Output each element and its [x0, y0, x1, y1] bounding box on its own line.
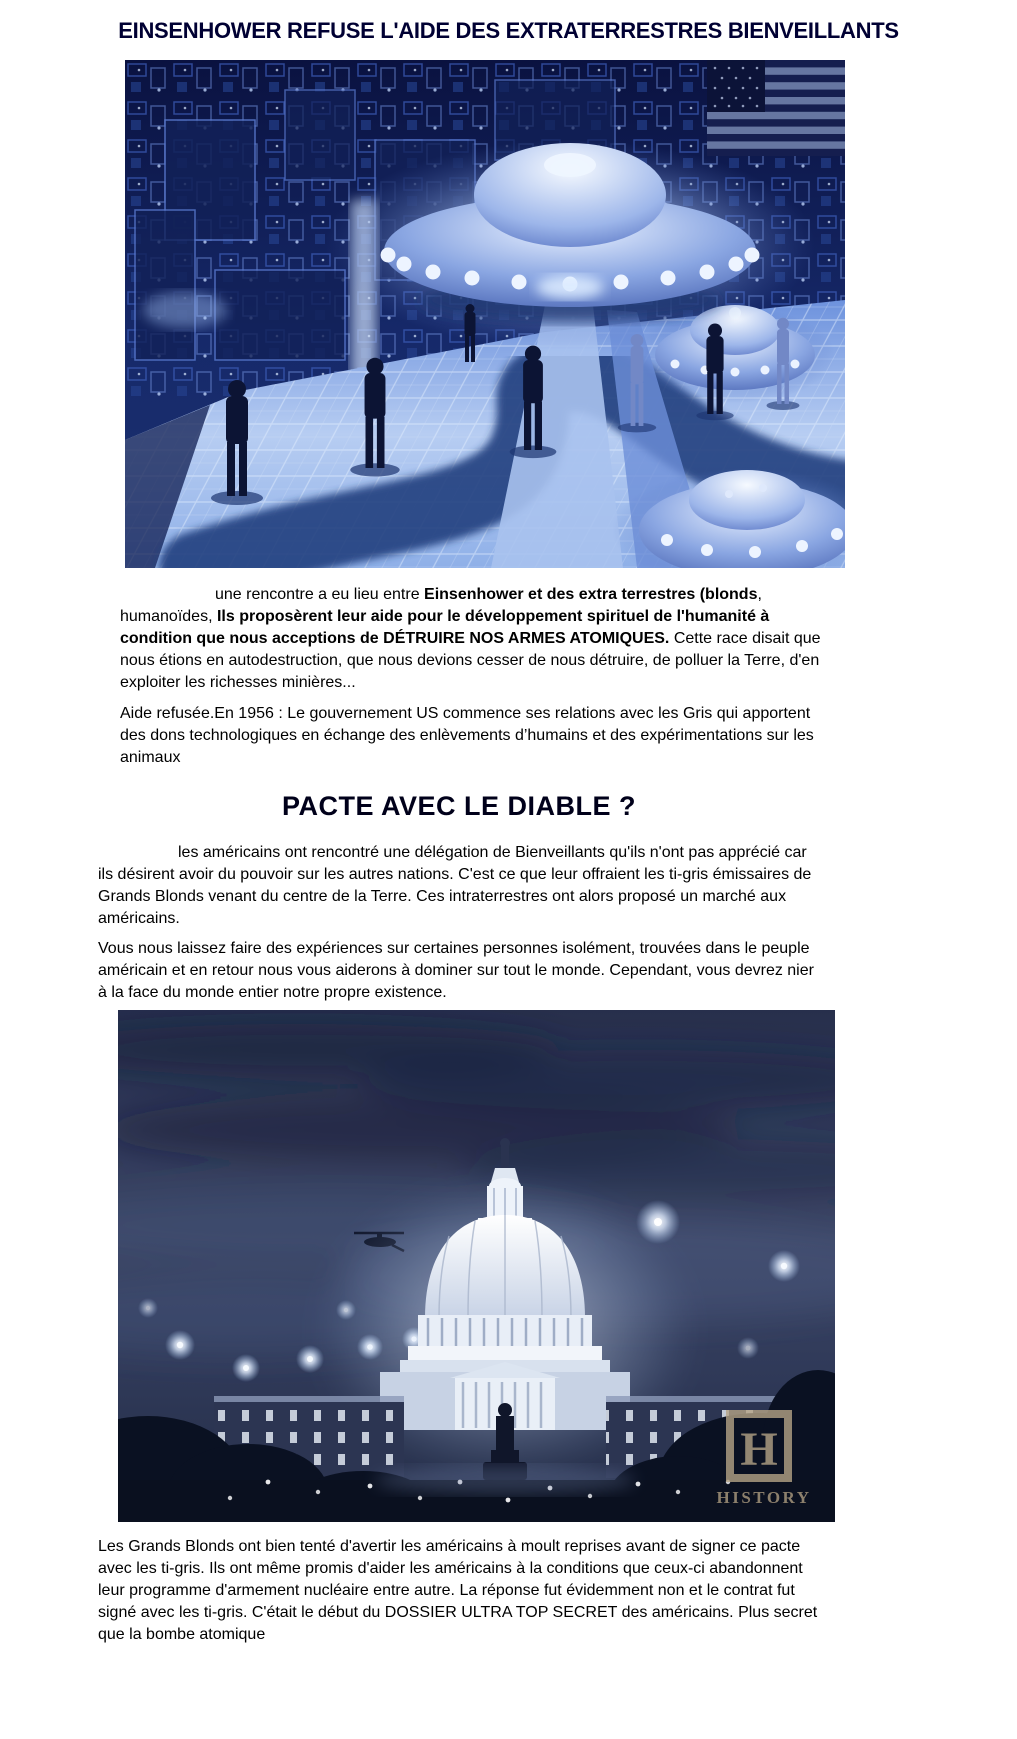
- pacte-section: [98, 791, 820, 1004]
- us-flag: [707, 60, 845, 156]
- wall-light-patch: [143, 292, 227, 328]
- large-saucer: [325, 140, 815, 350]
- history-logo-text: HISTORY: [716, 1488, 812, 1507]
- conclusion-section: [98, 1536, 820, 1646]
- p1-seg5: Cette race disait que nous étions en autodestruction, que nous devions cesser de nous détruire, de polluer la Terre, d'en exploiter les richesses minières...: [120, 630, 821, 691]
- paragraph-marche: Vous nous laissez faire des expériences sur certaines personnes isolément, trouvées dans le peuple américain et en retour nous vous aiderons à dominer sur tout le monde. Cependant, vous devrez nier à la face du monde entier notre propre existence.: [98, 940, 814, 1001]
- p1-seg4: Ils proposèrent leur aide pour le développement spirituel de l'humanité à condition que nous acceptions de DÉTRUIRE NOS ARMES ATOMIQUES.: [120, 608, 770, 647]
- p1-seg2: Einsenhower et des extra terrestres (blonds: [424, 586, 758, 603]
- facade-reflection: [375, 1466, 635, 1494]
- paragraph-delegation: les américains ont rencontré une délégation de Bienveillants qu'ils n'ont pas apprécié car ils désirent avoir du pouvoir sur les autres nations. C'est ce que leur offraient les ti-gris émissaires de Grands Blonds venant du centre de la Terre. Ces intraterrestres ont alors proposé un marché aux américains.: [98, 844, 812, 927]
- section-heading: PACTE AVEC LE DIABLE ?: [281, 791, 636, 821]
- p1-seg3: , humanoïdes,: [120, 586, 762, 625]
- p1-seg1: une rencontre a eu lieu entre: [215, 586, 425, 603]
- ufo-hangar-photo: [125, 60, 845, 568]
- paragraph-encounter: [120, 584, 832, 694]
- page-title: EINSENHOWER REFUSE L'AIDE DES EXTRATERRESTRES BIENVEILLANTS: [118, 18, 899, 43]
- capitol-ufos-photo: [118, 1010, 835, 1522]
- paragraph-dossier: Les Grands Blonds ont bien tenté d'avertir les américains à moult reprises avant de signer ce pacte avec les ti-gris. Ils ont même promis d'aider les américains à la conditions que ceux-ci abandonnent leur programme d'armement nucléaire entre autre. La réponse fut évidemment non et le contrat fut signé avec les ti-gris. C'était le début du DOSSIER ULTRA TOP SECRET des américains. Plus secret que la bombe atomique: [98, 1538, 818, 1643]
- article-page: [0, 18, 1017, 1739]
- paragraph-aide-refusee: Aide refusée.En 1956 : Le gouvernement US commence ses relations avec les Gris qui apportent des dons technologiques en échange des enlèvements d’humains et des expérimentations sur les animaux: [120, 705, 814, 766]
- intro-section: [120, 584, 832, 769]
- history-logo-letter: H: [740, 1423, 778, 1476]
